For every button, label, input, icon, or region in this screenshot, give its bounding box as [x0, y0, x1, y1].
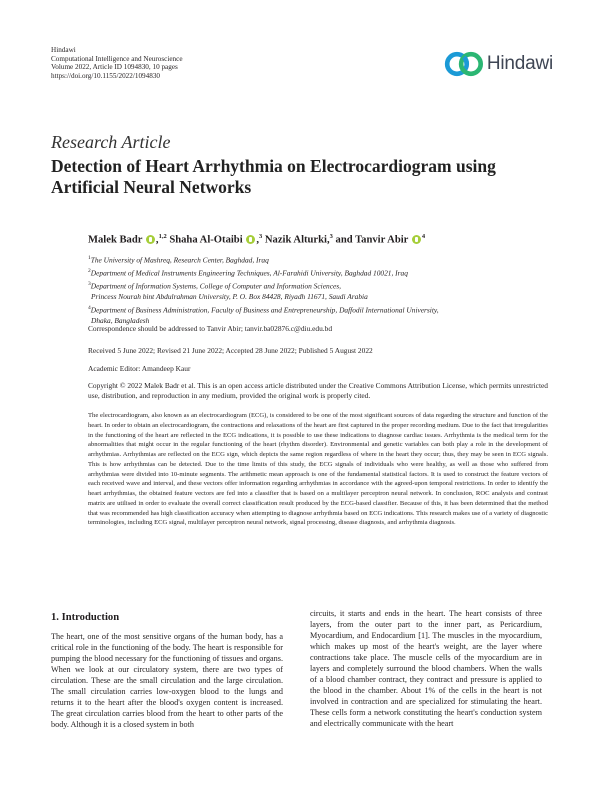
author-affil-sup: 3	[258, 233, 263, 240]
body-column-right: circuits, it starts and ends in the heart. The heart consists of three layers, from the outer part to the inner part, as Pericardium, Myocardium, and Endocardium [1]. The muscles in the myocardium, which makes up most of the heart's weight, are the layer where contractions take place. The muscle cells of the myocardium are in layers and completely surround the blood chambers. When the walls of a blood chamber contract, they contract and pressure is applied to the blood in the chamber. About 1% of the cells in the heart is not involved in contraction and are specialized for stimulating the heart. These cells form a network constituting the heart's conduction system and electrically communicate with the heart	[310, 609, 542, 728]
copyright-notice: Copyright © 2022 Malek Badr et al. This is an open access article distributed under the Creative Commons Attribution License, which permits unrestricted use, distribution, and reproduction in any medium, provided the original work is properly cited.	[88, 381, 548, 400]
author-list: Malek Badr ,$^{1,2}$ Shaha Al-Otaibi ,$^3$ Nazik Alturki,$^3$ and Tanvir Abir $^4$	[88, 233, 426, 246]
article-title: Detection of Heart Arrhythmia on Electrocardiogram using Artificial Neural Networks	[51, 156, 496, 197]
publication-dates: Received 5 June 2022; Revised 21 June 2022; Accepted 28 June 2022; Published 5 August 2022	[88, 346, 373, 355]
affiliation-line: $^3$Department of Information Systems, College of Computer and Information Sciences,	[88, 281, 341, 291]
affiliation-line: Princess Nourah bint Abdulrahman University, P. O. Box 84428, Riyadh 11671, Saudi Arabia	[91, 292, 368, 302]
author-affil-sup: 4	[421, 233, 426, 240]
author-name[interactable]: Tanvir Abir	[355, 234, 409, 246]
journal-info	[51, 46, 183, 80]
author-name[interactable]: Shaha Al-Otaibi	[169, 234, 243, 246]
body-column-left: The heart, one of the most sensitive organs of the human body, has a critical role in the functioning of the body. The heart is responsible for pumping the blood necessary for the functioning of tissues and organs. When we look at our circulatory system, there are two types of circulation. These are the small circulation and the large circulation. The small circulation carries low-oxygen blood to the lungs and returns it to the heart after the blood's oxygen content is increased. The great circulation carries blood from the heart to other parts of the body. Although it is a closed system in both	[51, 632, 283, 729]
affiliation-line: $^4$Department of Business Administration, Faculty of Business and Entrepreneurship, Daffodil International University,	[88, 304, 439, 315]
logo-wordmark: Hindawi	[486, 53, 553, 74]
author-name[interactable]: Nazik Alturki,	[264, 234, 330, 246]
author-name[interactable]: Malek Badr	[88, 234, 143, 246]
affiliation-line: $^1$The University of Mashreq, Research Center, Baghdad, Iraq	[88, 255, 269, 265]
orcid-icon[interactable]	[146, 235, 155, 244]
affiliation-line: Dhaka, Bangladesh	[91, 315, 150, 325]
doi-link[interactable]: https://doi.org/10.1155/2022/1094830	[51, 71, 161, 80]
affiliations	[88, 253, 548, 326]
orcid-icon[interactable]	[246, 235, 255, 244]
article-type: Research Article	[51, 132, 171, 152]
academic-editor: Academic Editor: Amandeep Kaur	[88, 364, 191, 373]
section-heading: 1. Introduction	[51, 612, 120, 623]
author-affil-sup: 3	[329, 233, 333, 240]
journal-volume: Volume 2022, Article ID 1094830, 10 pages	[51, 63, 178, 72]
orcid-icon[interactable]	[412, 235, 421, 244]
hindawi-logo	[443, 47, 553, 81]
correspondence: Correspondence should be addressed to Tanvir Abir; tanvir.ba02876.c@diu.edu.bd	[88, 324, 333, 333]
abstract: The electrocardiogram, also known as an electrocardiogram (ECG), is considered to be one of the most significant sources of data regarding the structure and function of the heart. In order to obtain an electrocardiogram, the contractions and relaxations of the heart are first captured in the proper recording medium. Due to the fact that irregularities in the functioning of the heart are reflected in the ECG indications, it is possible to use these indications to diagnose cardiac issues. Arrhythmia is the medical term for the abnormalities that might occur in the regular functioning of the heart (rhythm disorder). Environmental and genetic variables can both play a role in the development of arrhythmias. Arrhythmias are reflected on the ECG sign, which depicts the same region regardless of where in the heart they occur; thus, they may be seen in ECG signals. This is how arrhythmias can be detected. Due to the time limits of this study, the ECG signals of individuals who were healthy, as well as those who suffered from arrhythmias were divided into 10-minute segments. The arithmetic mean approach is one of the fundamental statistical factors. It is used to construct the feature vectors of each received wave and interval, and these vectors offer information regarding arrhythmias in accordance with the agreed-upon temporal restrictions. In order to identify the heart arrhythmias, the obtained feature vectors are fed into a classifier that is based on a multilayer perceptron neural network. In conclusion, ROC analysis and contrast matrix are utilised in order to evaluate the overall correct classification result produced by the ECG-based classifier. Because of this, it has been determined that the method that was recommended has high classification accuracy when attempting to diagnose arrhythmia based on ECG indications. This research makes use of a variety of diagnostic terminologies, including ECG signal, multilayer perceptron neural network, signal processing, disease diagnosis, and arrhythmia diagnosis.	[88, 412, 548, 527]
affiliation-line: $^2$Department of Medical Instruments Engineering Techniques, Al-Farahidi University, Baghdad 10021, Iraq	[88, 268, 408, 278]
hindawi-rings-icon	[443, 49, 486, 79]
author-affil-sup: 1,2	[158, 233, 167, 240]
journal-name: Computational Intelligence and Neuroscience	[51, 54, 183, 63]
publisher-name: Hindawi	[51, 46, 76, 54]
